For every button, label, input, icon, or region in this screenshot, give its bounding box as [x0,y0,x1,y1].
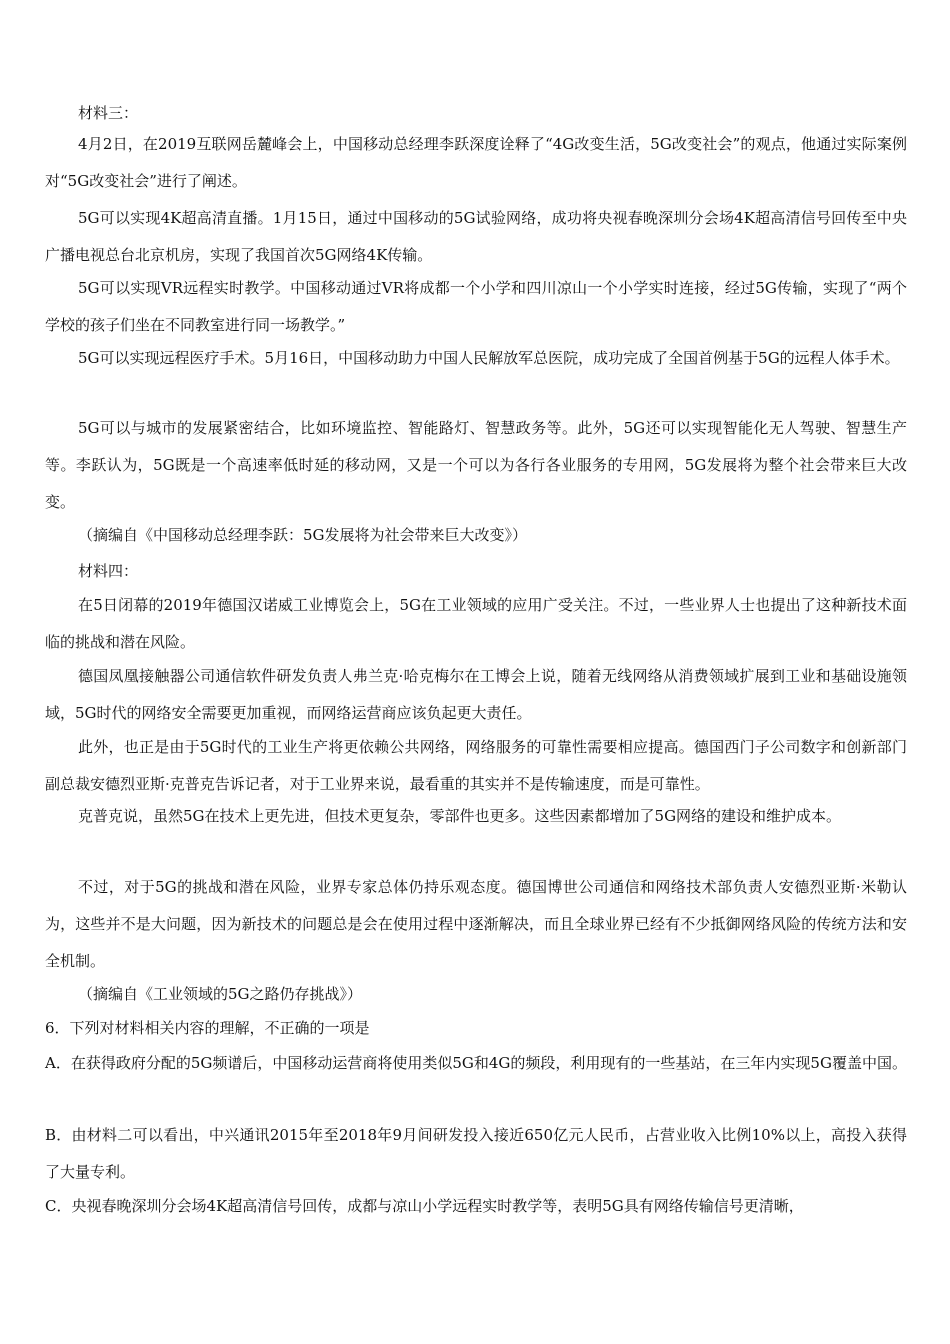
material3-source: （摘编自《中国移动总经理李跃：5G发展将为社会带来巨大改变》） [78,526,528,544]
material4-paragraph-5: 不过，对于5G的挑战和潜在风险，业界专家总体仍持乐观态度。德国博世公司通信和网络技术部负责人安德烈亚斯·米勒认为，这些并不是大问题，因为新技术的问题总是会在使用过程中逐渐解决，而且全球业界已经有不少抵御网络风险的传统方法和安全机制。 [45,878,907,970]
question6-stem: 6．下列对材料相关内容的理解，不正确的一项是 [45,1019,370,1037]
material4-paragraph-2: 德国凤凰接触器公司通信软件研发负责人弗兰克·哈克梅尔在工博会上说，随着无线网络从消费领域扩展到工业和基础设施领域，5G时代的网络安全需要更加重视，而网络运营商应该负起更大责任。 [45,667,907,722]
material4-paragraph-1: 在5日闭幕的2019年德国汉诺威工业博览会上，5G在工业领域的应用广受关注。不过，一些业界人士也提出了这种新技术面临的挑战和潜在风险。 [45,596,907,651]
material3-paragraph-4: 5G可以实现远程医疗手术。5月16日，中国移动助力中国人民解放军总医院，成功完成了全国首例基于5G的远程人体手术。 [78,349,900,367]
material3-paragraph-1: 4月2日，在2019互联网岳麓峰会上，中国移动总经理李跃深度诠释了“4G改变生活，5G改变社会”的观点，他通过实际案例对“5G改变社会”进行了阐述。 [45,135,907,190]
material3-paragraph-2: 5G可以实现4K超高清直播。1月15日，通过中国移动的5G试验网络，成功将央视春晚深圳分会场4K超高清信号回传至中央广播电视总台北京机房，实现了我国首次5G网络4K传输。 [45,209,907,264]
question6-option-a: A．在获得政府分配的5G频谱后，中国移动运营商将使用类似5G和4G的频段，利用现有的一些基站，在三年内实现5G覆盖中国。 [45,1054,907,1072]
material3-paragraph-3: 5G可以实现VR远程实时教学。中国移动通过VR将成都一个小学和四川凉山一个小学实时连接，经过5G传输，实现了“两个学校的孩子们坐在不同教室进行同一场教学。” [45,279,907,334]
material3-heading: 材料三： [78,104,139,122]
material3-paragraph-5: 5G可以与城市的发展紧密结合，比如环境监控、智能路灯、智慧政务等。此外，5G还可以实现智能化无人驾驶、智慧生产等。李跃认为，5G既是一个高速率低时延的移动网，又是一个可以为各行各业服务的专用网，5G发展将为整个社会带来巨大改变。 [45,419,907,511]
material4-paragraph-3: 此外，也正是由于5G时代的工业生产将更依赖公共网络，网络服务的可靠性需要相应提高。德国西门子公司数字和创新部门副总裁安德烈亚斯·克普克告诉记者，对于工业界来说，最看重的其实并不是传输速度，而是可靠性。 [45,738,907,793]
question6-option-c: C．央视春晚深圳分会场4K超高清信号回传，成都与凉山小学远程实时教学等，表明5G具有网络传输信号更清晰， [45,1197,804,1215]
material4-heading: 材料四： [78,562,139,580]
question6-option-b: B．由材料二可以看出，中兴通讯2015年至2018年9月间研发投入接近650亿元人民币，占营业收入比例10%以上，高投入获得了大量专利。 [45,1126,907,1181]
material4-source: （摘编自《工业领域的5G之路仍存挑战》） [78,985,363,1003]
material4-paragraph-4: 克普克说，虽然5G在技术上更先进，但技术更复杂，零部件也更多。这些因素都增加了5G网络的建设和维护成本。 [78,807,842,825]
